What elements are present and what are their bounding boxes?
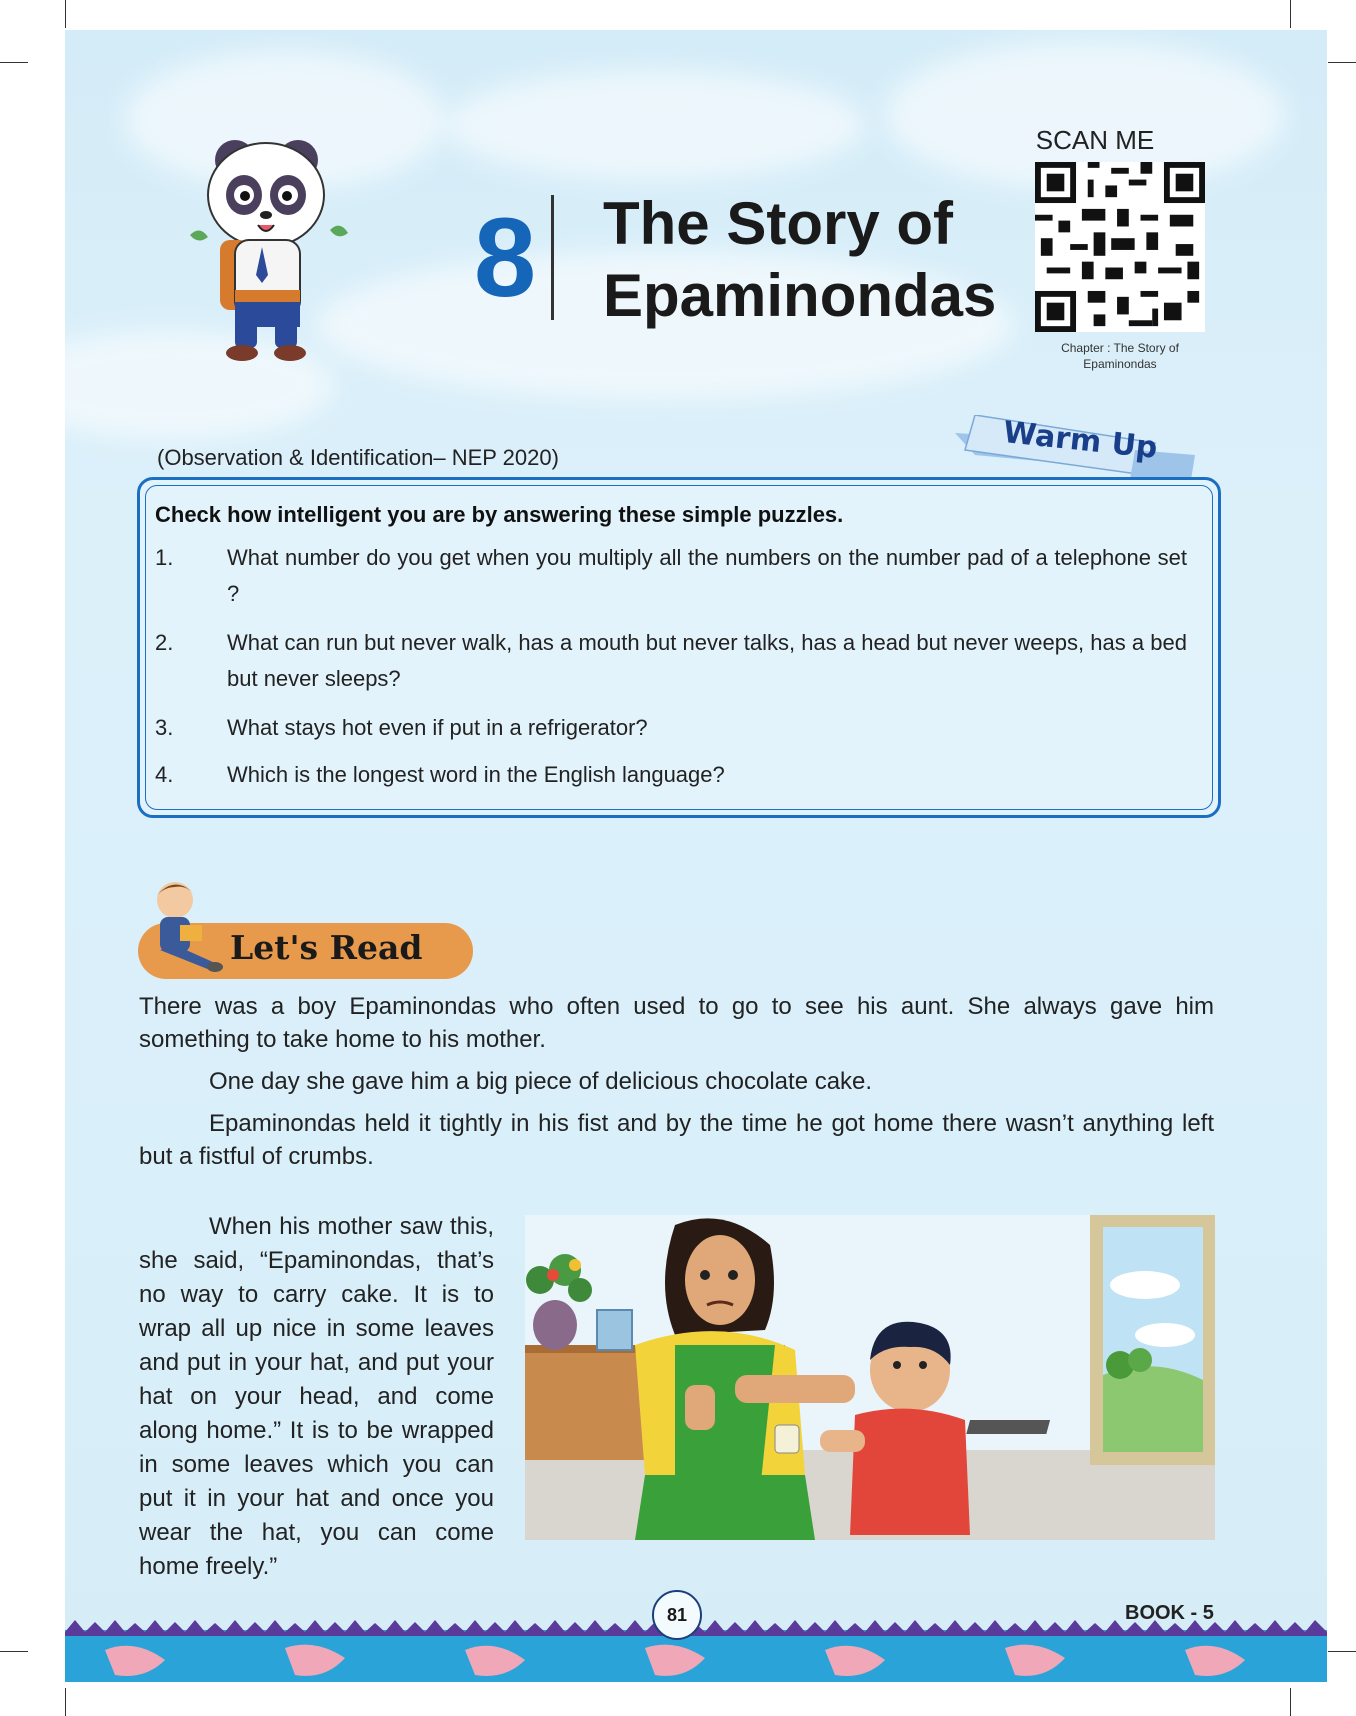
crop-mark: [65, 1688, 66, 1716]
book-page: [65, 30, 1327, 1682]
crop-mark: [65, 0, 66, 28]
crop-mark: [1290, 1688, 1291, 1716]
chapter-title-line-1: The Story of: [603, 190, 954, 257]
crop-mark: [1290, 0, 1291, 28]
warm-up-heading: Check how intelligent you are by answering these simple puzzles.: [155, 502, 844, 527]
question-text: Which is the longest word in the English language?: [227, 762, 725, 787]
cloud-decoration: [445, 70, 865, 180]
qr-code-icon[interactable]: [1035, 162, 1205, 332]
mother-and-son-illustration: [525, 1215, 1215, 1540]
warm-up-label: Warm Up: [1001, 415, 1160, 466]
question-text: What number do you get when you multiply all the numbers on the number pad of a telephone set ?: [227, 545, 1187, 606]
chapter-title-line-2: Epaminondas: [603, 262, 997, 329]
question-number: 1.: [155, 545, 174, 570]
story-paragraph: When his mother saw this, she said, “Epaminondas, that’s no way to carry cake. It is to wrap all up nice in some leaves and put in your hat, and put your hat on your head, and come along home.” It is to be wrapped in some leaves which you can put it in your hat and once you wear the hat, you can come home freely.”: [139, 1213, 494, 1580]
nep-label: (Observation & Identification– NEP 2020): [157, 445, 559, 470]
qr-caption-line-1: Chapter : The Story of: [1061, 341, 1179, 355]
qr-caption-line-2: Epaminondas: [1083, 357, 1157, 371]
book-label: BOOK - 5: [1125, 1602, 1214, 1624]
qr-caption: [1035, 340, 1205, 372]
story-paragraph: One day she gave him a big piece of delicious chocolate cake.: [209, 1068, 873, 1095]
crop-mark: [0, 1651, 28, 1652]
crop-mark: [0, 62, 28, 63]
reading-boy-icon: [135, 875, 225, 980]
question-text: What can run but never walk, has a mouth but never talks, has a head but never weeps, has a bed but never sleeps?: [227, 630, 1187, 691]
question-number: 3.: [155, 715, 174, 740]
chapter-title: [603, 188, 1003, 332]
lets-read-heading: Let's Read: [230, 928, 423, 967]
question-text: What stays hot even if put in a refrigerator?: [227, 715, 648, 740]
scan-me-label: SCAN ME: [1035, 125, 1155, 155]
story-paragraph: There was a boy Epaminondas who often used to go to see his aunt. She always gave him something to take home to his mother.: [139, 993, 1214, 1053]
crop-mark: [1328, 1651, 1356, 1652]
crop-mark: [1328, 62, 1356, 63]
question-number: 2.: [155, 630, 174, 655]
story-paragraph: Epaminondas held it tightly in his fist and by the time he got home there wasn’t anything left but a fistful of crumbs.: [139, 1110, 1214, 1170]
panda-mascot-illustration: [180, 115, 350, 365]
page-number: 81: [652, 1590, 702, 1640]
title-divider: [551, 195, 554, 320]
question-number: 4.: [155, 762, 174, 787]
chapter-number: 8: [473, 195, 537, 320]
